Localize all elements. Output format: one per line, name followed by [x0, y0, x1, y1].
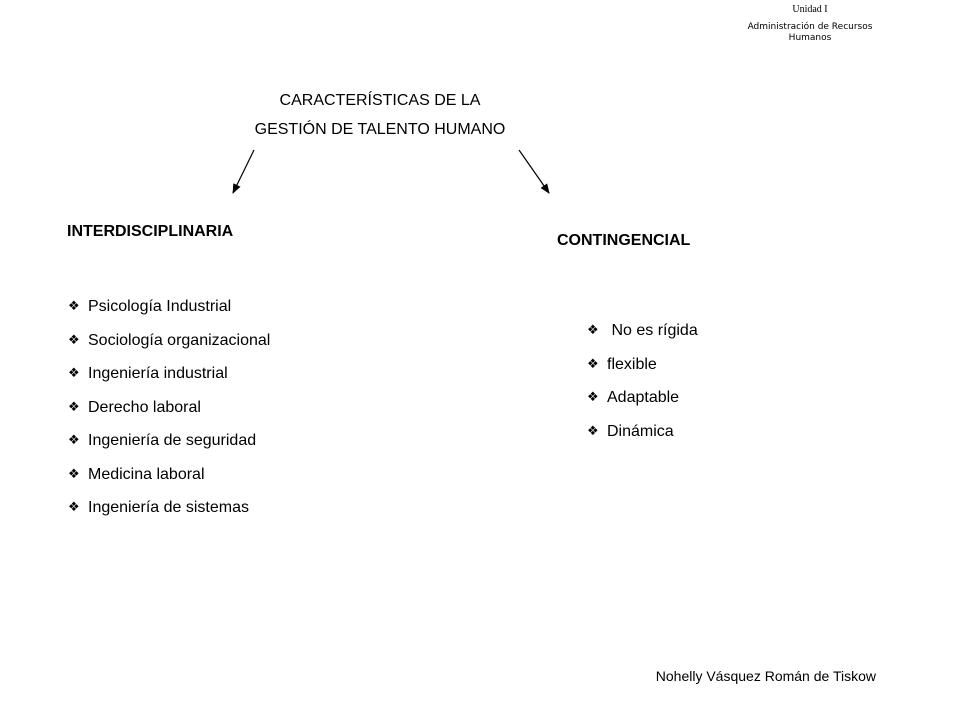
course-name-line1: Administración de Recursos: [747, 22, 873, 32]
diamond-bullet-icon: ❖: [587, 355, 599, 371]
author-name: Nohelly Vásquez Román de Tiskow: [655, 668, 876, 684]
contingency-heading: CONTINGENCIAL: [557, 232, 691, 249]
list-item: ❖ Dinámica: [587, 422, 674, 440]
list-item: ❖ Sociología organizacional: [68, 331, 271, 349]
diamond-bullet-icon: ❖: [68, 365, 80, 380]
diamond-bullet-icon: ❖: [68, 331, 80, 347]
list-item: ❖ Medicina laboral: [68, 465, 205, 483]
list-item: ❖ No es rígida: [587, 322, 698, 339]
list-item: ❖ Ingeniería industrial: [68, 365, 228, 382]
diamond-bullet-icon: ❖: [587, 322, 599, 337]
page-title-line1: CARACTERÍSTICAS DE LA: [279, 92, 481, 109]
arrow-right: [519, 150, 549, 193]
list-item: ❖ Psicología Industrial: [68, 298, 232, 315]
list-item: ❖ Adaptable: [587, 389, 680, 406]
list-item: ❖ Derecho laboral: [68, 398, 201, 416]
page-title-line2: GESTIÓN DE TALENTO HUMANO: [254, 121, 506, 138]
unit-label: Unidad I: [792, 4, 828, 15]
arrow-left: [233, 150, 254, 193]
course-name-line2: Humanos: [788, 33, 832, 43]
diamond-bullet-icon: ❖: [68, 298, 80, 313]
interdisciplinary-heading: INTERDISCIPLINARIA: [67, 223, 234, 240]
list-item: ❖ Ingeniería de sistemas: [68, 499, 249, 516]
diamond-bullet-icon: ❖: [587, 422, 599, 438]
list-item: ❖ flexible: [587, 355, 657, 373]
diamond-bullet-icon: ❖: [68, 465, 80, 481]
list-item: ❖ Ingeniería de seguridad: [68, 432, 257, 449]
diamond-bullet-icon: ❖: [68, 499, 80, 514]
interdisciplinary-list: [68, 296, 270, 531]
diamond-bullet-icon: ❖: [68, 432, 80, 447]
diamond-bullet-icon: ❖: [68, 398, 80, 414]
diamond-bullet-icon: ❖: [587, 389, 599, 404]
contingency-list: [587, 320, 698, 454]
